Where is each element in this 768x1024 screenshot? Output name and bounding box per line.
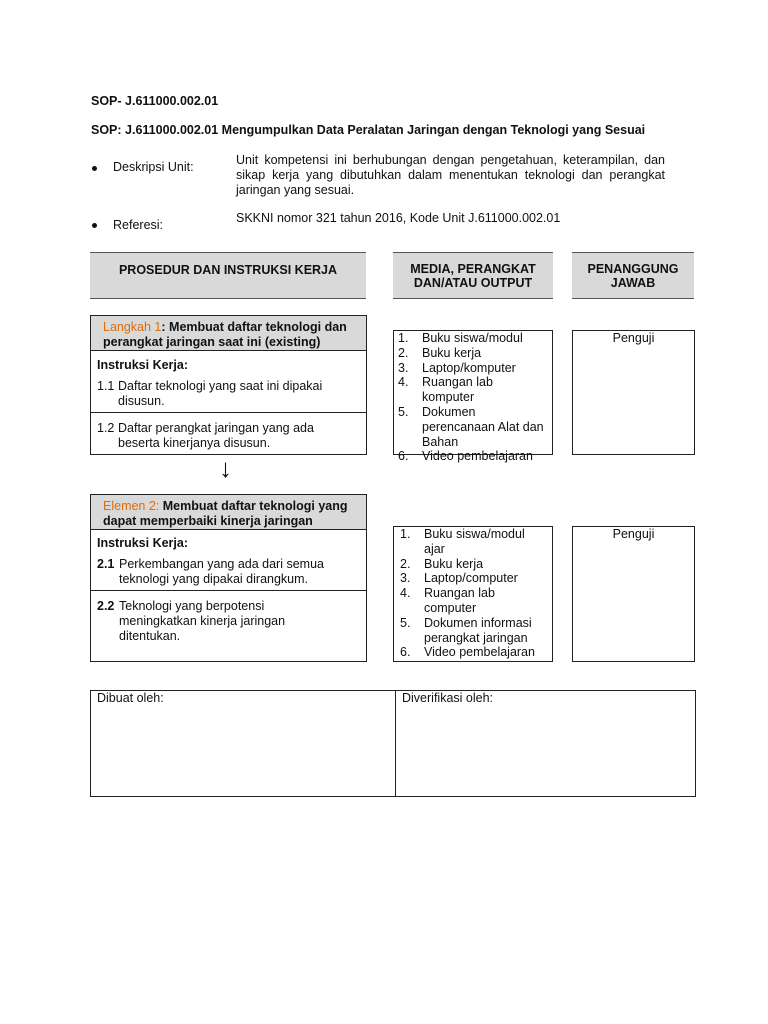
signature-divider (395, 691, 396, 796)
media-item: 2. Buku kerja (400, 556, 484, 571)
signature-table (90, 690, 696, 797)
media-item: 6. Video pembelajaran (400, 645, 535, 660)
header-penanggung (572, 252, 694, 299)
step1-item-1 (97, 379, 360, 409)
step1-prefix: Langkah 1 (103, 320, 162, 334)
step2-item-2-num: 2.2 (97, 599, 115, 613)
step2-item-2-section (91, 590, 366, 644)
step2-prefix: Elemen 2: (103, 499, 160, 513)
media-item: 4. Ruangan lab komputer (398, 375, 493, 405)
step2-penanggung: Penguji (612, 527, 655, 541)
step2-procedure-box (90, 494, 367, 662)
step2-title: Membuat daftar teknologi yang dapat memperbaiki kinerja jaringan (103, 499, 348, 528)
step1-heading (91, 316, 366, 351)
bullet-icon (92, 223, 97, 228)
header-prosedur (90, 252, 366, 299)
media-item: 4. Ruangan lab computer (400, 586, 495, 615)
dibuat-oleh-label: Dibuat oleh: (97, 691, 164, 705)
header-penanggung-label: PENANGGUNG JAWAB (587, 262, 679, 290)
diverifikasi-oleh-label: Diverifikasi oleh: (402, 691, 494, 705)
step1-penanggung: Penguji (612, 331, 655, 345)
step1-item-2-text: Daftar perangkat jaringan yang ada beserta kinerjanya disusun. (118, 421, 314, 450)
step1-procedure-box (90, 315, 367, 455)
step2-item-1 (97, 557, 360, 587)
media-item: 2. Buku kerja (398, 345, 482, 360)
bullet-icon (92, 166, 97, 171)
referensi-text: SKKNI nomor 321 tahun 2016, Kode Unit J.611000.002.01 (236, 211, 561, 225)
step1-item-2-num: 1.2 (97, 421, 115, 435)
media-item: 5. Dokumen informasi perangkat jaringan (400, 615, 532, 645)
media-item: 3. Laptop/komputer (398, 360, 516, 375)
step1-title: : Membuat daftar teknologi dan perangkat jaringan saat ini (existing) (103, 320, 347, 349)
media-item: 3. Laptop/computer (400, 571, 518, 586)
step1-media-list (398, 331, 548, 464)
media-item: 1. Buku siswa/modul (398, 331, 523, 345)
deskripsi-text: Unit kompetensi ini berhubungan dengan pengetahuan, keterampilan, dan sikap kerja yang dibutuhkan dalam menentukan teknologi dan perangkat jaringan yang sesuai. (236, 153, 665, 197)
step1-penanggung-box (572, 330, 695, 455)
sop-code: SOP- J.611000.002.01 (91, 94, 219, 108)
step2-item-2 (97, 599, 360, 644)
step2-instruksi-section (91, 530, 366, 590)
step1-item-1-num: 1.1 (97, 379, 115, 393)
step2-item-2-text: Teknologi yang berpotensi meningkatkan kinerja jaringan ditentukan. (119, 599, 286, 643)
step1-instruksi-label: Instruksi Kerja: (97, 358, 189, 372)
sop-title: SOP: J.611000.002.01 Mengumpulkan Data Peralatan Jaringan dengan Teknologi yang Sesuai (91, 123, 646, 137)
step2-penanggung-box (572, 526, 695, 662)
media-item: 6. Video pembelajaran (398, 449, 533, 464)
arrow-down-icon: ↓ (219, 453, 232, 483)
media-item: 1. Buku siswa/modul ajar (400, 527, 525, 556)
step1-item-2-section (91, 412, 366, 451)
step2-item-1-text: Perkembangan yang ada dari semua teknologi yang dipakai dirangkum. (119, 557, 324, 586)
step2-media-box (393, 526, 553, 662)
step1-item-1-text: Daftar teknologi yang saat ini dipakai disusun. (118, 379, 323, 408)
deskripsi-label: Deskripsi Unit: (113, 160, 194, 174)
header-media (393, 252, 553, 299)
step1-media-box (393, 330, 553, 464)
header-media-label: MEDIA, PERANGKAT DAN/ATAU OUTPUT (410, 262, 536, 290)
step2-heading (91, 495, 366, 530)
referensi-label: Referesi: (113, 218, 164, 232)
media-item: 5. Dokumen perencanaan Alat dan Bahan (398, 404, 544, 449)
step2-media-list (400, 527, 548, 660)
step1-instruksi-section (91, 351, 366, 412)
step1-item-2 (97, 421, 360, 451)
header-prosedur-label: PROSEDUR DAN INSTRUKSI KERJA (118, 263, 338, 277)
step2-instruksi-label: Instruksi Kerja: (97, 536, 189, 550)
step2-item-1-num: 2.1 (97, 557, 115, 571)
